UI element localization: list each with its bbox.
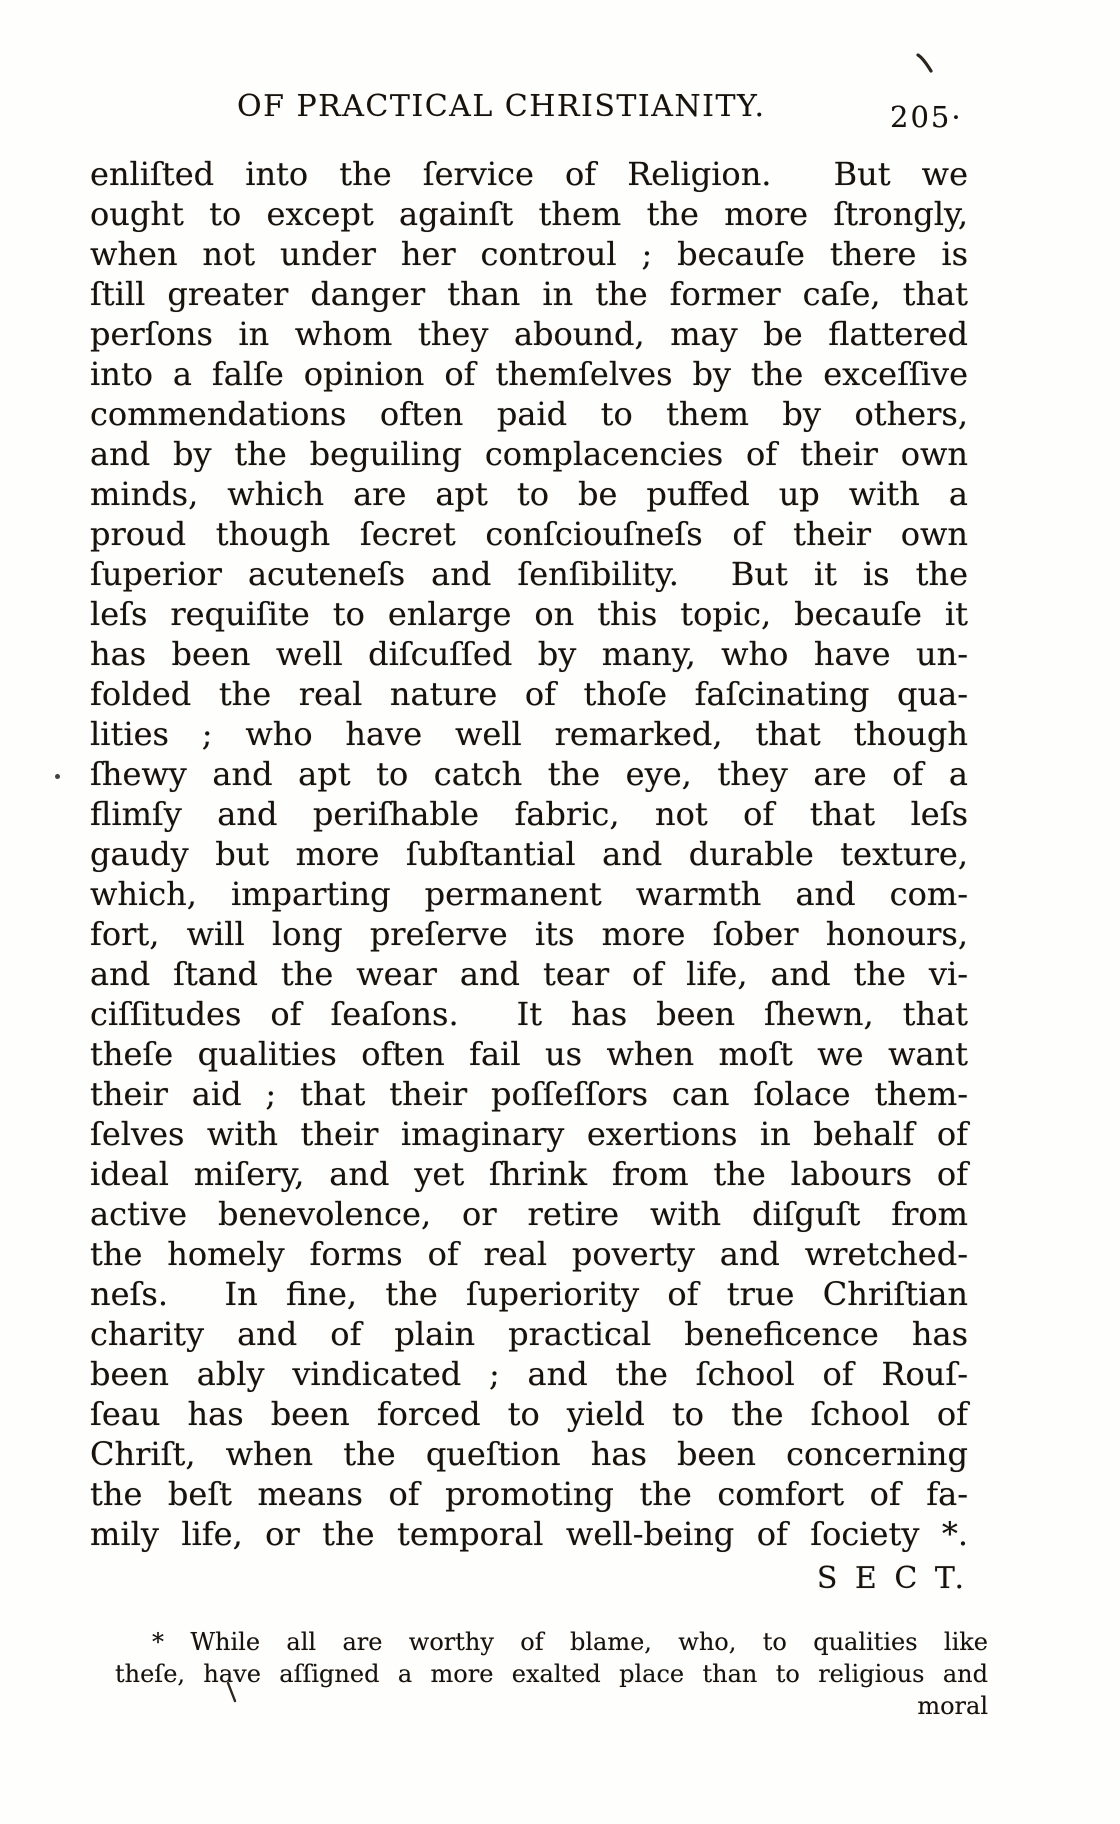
text-line: commendations often paid to them by others, [90,395,968,433]
text-line: into a falſe opinion of themſelves by the exceſſive [90,355,968,393]
text-line: which, imparting permanent warmth and com- [90,875,968,913]
ink-smudge-footnote [225,1681,241,1705]
text-line: active benevolence, or retire with diſguſt from [90,1195,968,1233]
text-line: minds, which are apt to be puffed up with a [90,475,968,513]
text-line: ſtill greater danger than in the former caſe, that [90,275,968,313]
text-line: and by the beguiling complacencies of their own [90,435,968,473]
text-line: when not under her controul ; becauſe there is [90,235,968,273]
text-line: flimſy and periſhable fabric, not of that leſs [90,795,968,833]
running-header-title: OF PRACTICAL CHRISTIANITY. [237,89,766,124]
text-line: and ſtand the wear and tear of life, and the vi- [90,955,968,993]
text-line: proud though ſecret conſciouſneſs of their own [90,515,968,553]
text-line: ſhewy and apt to catch the eye, they are of a [90,755,968,793]
ink-mark-top-right [915,52,937,76]
text-line: gaudy but more ſubſtantial and durable texture, [90,835,968,873]
body-lines [90,154,968,1554]
text-line: theſe qualities often fail us when moſt we want [90,1035,968,1073]
text-line: lities ; who have well remarked, that though [90,715,968,753]
text-line: leſs requiſite to enlarge on this topic, becauſe it [90,595,968,633]
text-line: ought to except againſt them the more ſtrongly, [90,195,968,233]
footnote-catchword: moral [917,1692,988,1720]
text-line: neſs. In fine, the ſuperiority of true Chriſtian [90,1275,968,1313]
text-line: the homely forms of real poverty and wretched- [90,1235,968,1273]
text-line: folded the real nature of thoſe faſcinating qua- [90,675,968,713]
text-line: the beſt means of promoting the comfort of fa- [90,1475,968,1513]
text-line: ciſſitudes of ſeaſons. It has been ſhewn, that [90,995,968,1033]
text-line: been ably vindicated ; and the ſchool of Rouſ- [90,1355,968,1393]
footnote-lines [115,1626,988,1690]
text-line: Chriſt, when the queſtion has been concerning [90,1435,968,1473]
footnote-line: theſe, have aſſigned a more exalted place than to religious and [115,1660,988,1688]
footnote-line: * While all are worthy of blame, who, to qualities like [152,1628,988,1656]
page-number: 205· [890,100,963,134]
text-line: ſelves with their imaginary exertions in behalf of [90,1115,968,1153]
ink-dot-left-margin [55,774,60,779]
footnote [115,1626,988,1722]
text-line: ſeau has been forced to yield to the ſchool of [90,1395,968,1433]
text-line: their aid ; that their poſſeſſors can ſolace them- [90,1075,968,1113]
catchword-sect: S E C T. [816,1561,968,1596]
text-line: mily life, or the temporal well-being of ſociety *. [90,1515,968,1553]
text-line: has been well diſcuſſed by many, who have un- [90,635,968,673]
text-line: enliſted into the ſervice of Religion. But we [90,155,968,193]
text-line: charity and of plain practical beneficence has [90,1315,968,1353]
text-line: ideal miſery, and yet ſhrink from the labours of [90,1155,968,1193]
text-line: perſons in whom they abound, may be flattered [90,315,968,353]
text-line: ſuperior acuteneſs and ſenſibility. But it is the [90,555,968,593]
text-line: fort, will long preſerve its more ſober honours, [90,915,968,953]
body-text [90,154,968,1599]
